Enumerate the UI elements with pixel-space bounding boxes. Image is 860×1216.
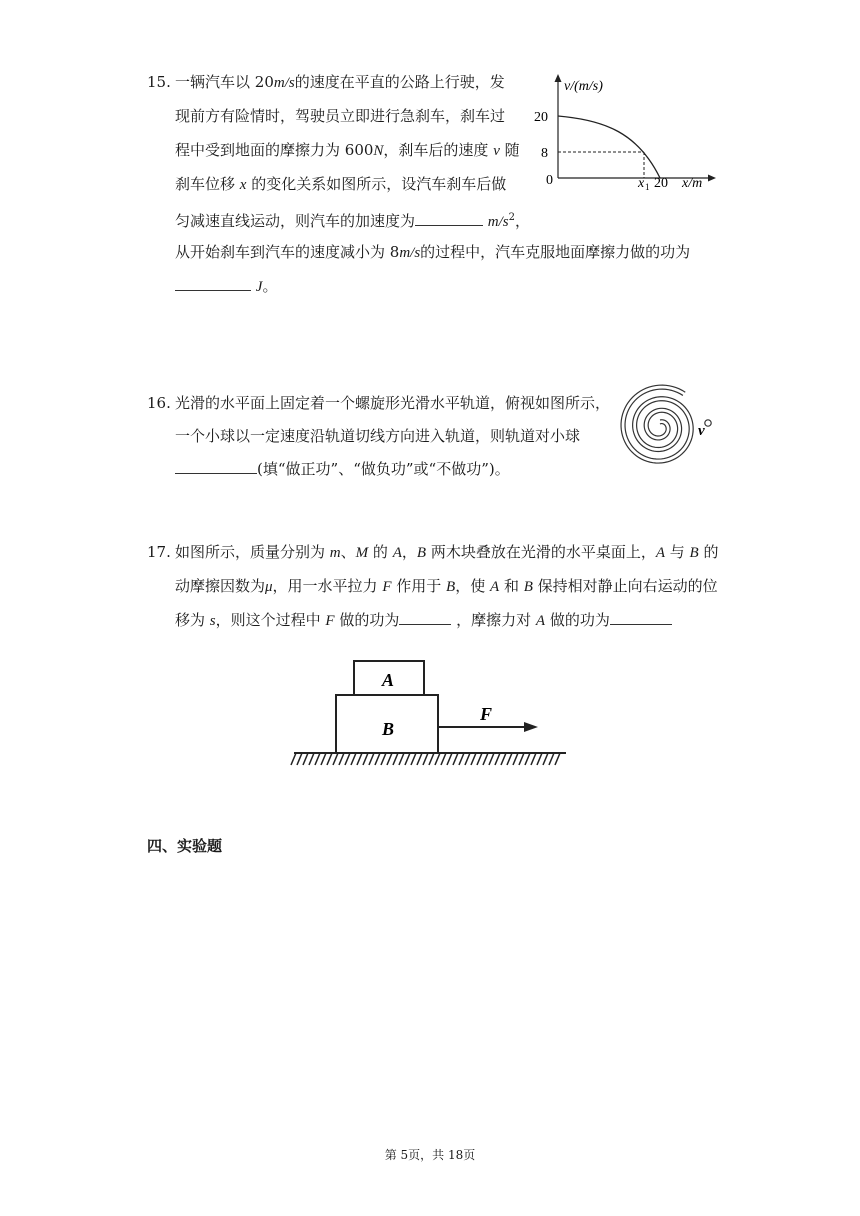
hatch-line bbox=[525, 753, 530, 765]
hatch-line bbox=[387, 753, 392, 765]
q16-line-2: 一个小球以一定速度沿轨道切线方向进入轨道，则轨道对小球 bbox=[175, 427, 581, 445]
hatch-line bbox=[345, 753, 350, 765]
hatch-line bbox=[465, 753, 470, 765]
q15-x20: 20 bbox=[654, 176, 668, 191]
hatch-line bbox=[357, 753, 362, 765]
hatch-line bbox=[435, 753, 440, 765]
hatch-line bbox=[513, 753, 518, 765]
hatch-line bbox=[351, 753, 356, 765]
section-heading: 四、实验题 bbox=[147, 837, 223, 855]
hatch-line bbox=[393, 753, 398, 765]
hatch-line bbox=[429, 753, 434, 765]
q17-number: 17. bbox=[147, 543, 171, 561]
q15-line-7: J。 bbox=[175, 276, 277, 297]
hatch-line bbox=[339, 753, 344, 765]
hatch-line bbox=[417, 753, 422, 765]
q17-ground-hatching bbox=[291, 753, 560, 765]
q17-label-F: F bbox=[480, 704, 493, 724]
hatch-line bbox=[483, 753, 488, 765]
hatch-line bbox=[507, 753, 512, 765]
q16-line-3: (填“做正功”、“做负功”或“不做功”)。 bbox=[175, 459, 510, 479]
q15-origin: 0 bbox=[546, 173, 553, 188]
hatch-line bbox=[375, 753, 380, 765]
hatch-line bbox=[531, 753, 536, 765]
hatch-line bbox=[333, 753, 338, 765]
hatch-line bbox=[381, 753, 386, 765]
hatch-line bbox=[315, 753, 320, 765]
hatch-line bbox=[495, 753, 500, 765]
q17-line-2: 动摩擦因数为μ，用一水平拉力 F 作用于 B，使 A 和 B 保持相对静止向右运动的位 bbox=[175, 577, 718, 595]
page-footer: 第 5页，共 18页 bbox=[384, 1148, 476, 1162]
q16-blank[interactable] bbox=[175, 459, 257, 474]
hatch-line bbox=[501, 753, 506, 765]
hatch-line bbox=[555, 753, 560, 765]
hatch-line bbox=[441, 753, 446, 765]
q16-number: 16. bbox=[147, 394, 171, 412]
hatch-line bbox=[447, 753, 452, 765]
q17-line-3: 移为 s，则这个过程中 F 做的功为 ，摩擦力对 A 做的功为 bbox=[175, 610, 672, 631]
hatch-line bbox=[369, 753, 374, 765]
q16-line-1: 光滑的水平面上固定着一个螺旋形光滑水平轨道，俯视如图所示， bbox=[175, 394, 611, 412]
hatch-line bbox=[519, 753, 524, 765]
hatch-line bbox=[471, 753, 476, 765]
hatch-line bbox=[543, 753, 548, 765]
hatch-line bbox=[303, 753, 308, 765]
q15-x1: x bbox=[638, 176, 645, 191]
q16-v-label: v bbox=[698, 423, 705, 439]
q17-line-1: 如图所示，质量分别为 m、M 的 A，B 两木块叠放在光滑的水平桌面上，A 与 B 的 bbox=[175, 543, 719, 561]
q15-vx-graph bbox=[530, 68, 730, 192]
hatch-line bbox=[537, 753, 542, 765]
hatch-line bbox=[297, 753, 302, 765]
q16-ball bbox=[705, 420, 711, 426]
q15-xlabel: x/m bbox=[682, 176, 703, 191]
q17-blank-work-F[interactable] bbox=[399, 610, 451, 625]
q15-y8: 8 bbox=[541, 146, 548, 161]
hatch-line bbox=[291, 753, 296, 765]
q15-blank-acceleration[interactable] bbox=[415, 211, 483, 226]
hatch-line bbox=[405, 753, 410, 765]
q15-ylabel: v/(m/s) bbox=[564, 79, 603, 94]
q17-blank-work-friction[interactable] bbox=[610, 610, 672, 625]
q15-line-3: 程中受到地面的摩擦力为 600N，刹车后的速度 v 随 bbox=[175, 141, 520, 159]
q15-x1-sub: 1 bbox=[645, 182, 650, 192]
hatch-line bbox=[327, 753, 332, 765]
hatch-line bbox=[363, 753, 368, 765]
hatch-line bbox=[423, 753, 428, 765]
q17-label-A: A bbox=[382, 670, 395, 690]
hatch-line bbox=[459, 753, 464, 765]
hatch-line bbox=[309, 753, 314, 765]
q15-number: 15. bbox=[147, 73, 171, 91]
hatch-line bbox=[321, 753, 326, 765]
q15-line-6: 从开始刹车到汽车的速度减小为 8m/s的过程中，汽车克服地面摩擦力做的功为 bbox=[175, 243, 691, 261]
hatch-line bbox=[477, 753, 482, 765]
q15-curve bbox=[558, 116, 660, 178]
q16-spiral-track bbox=[618, 383, 724, 473]
hatch-line bbox=[399, 753, 404, 765]
hatch-line bbox=[411, 753, 416, 765]
q15-line-1: 一辆汽车以 20m/s的速度在平直的公路上行驶，发 bbox=[175, 73, 505, 91]
q15-line-5: 匀减速直线运动，则汽车的加速度为 $m/s^2$， bbox=[175, 212, 531, 230]
q17-label-B: B bbox=[382, 719, 395, 739]
q15-line-2: 现前方有险情时，驾驶员立即进行急刹车，刹车过 bbox=[175, 107, 506, 125]
hatch-line bbox=[453, 753, 458, 765]
hatch-line bbox=[549, 753, 554, 765]
hatch-line bbox=[489, 753, 494, 765]
q15-blank-work[interactable] bbox=[175, 276, 251, 291]
q15-y20: 20 bbox=[534, 110, 548, 125]
q15-line-4: 刹车位移 x 的变化关系如图所示，设汽车刹车后做 bbox=[175, 175, 507, 193]
q17-blocks-figure bbox=[290, 656, 570, 772]
